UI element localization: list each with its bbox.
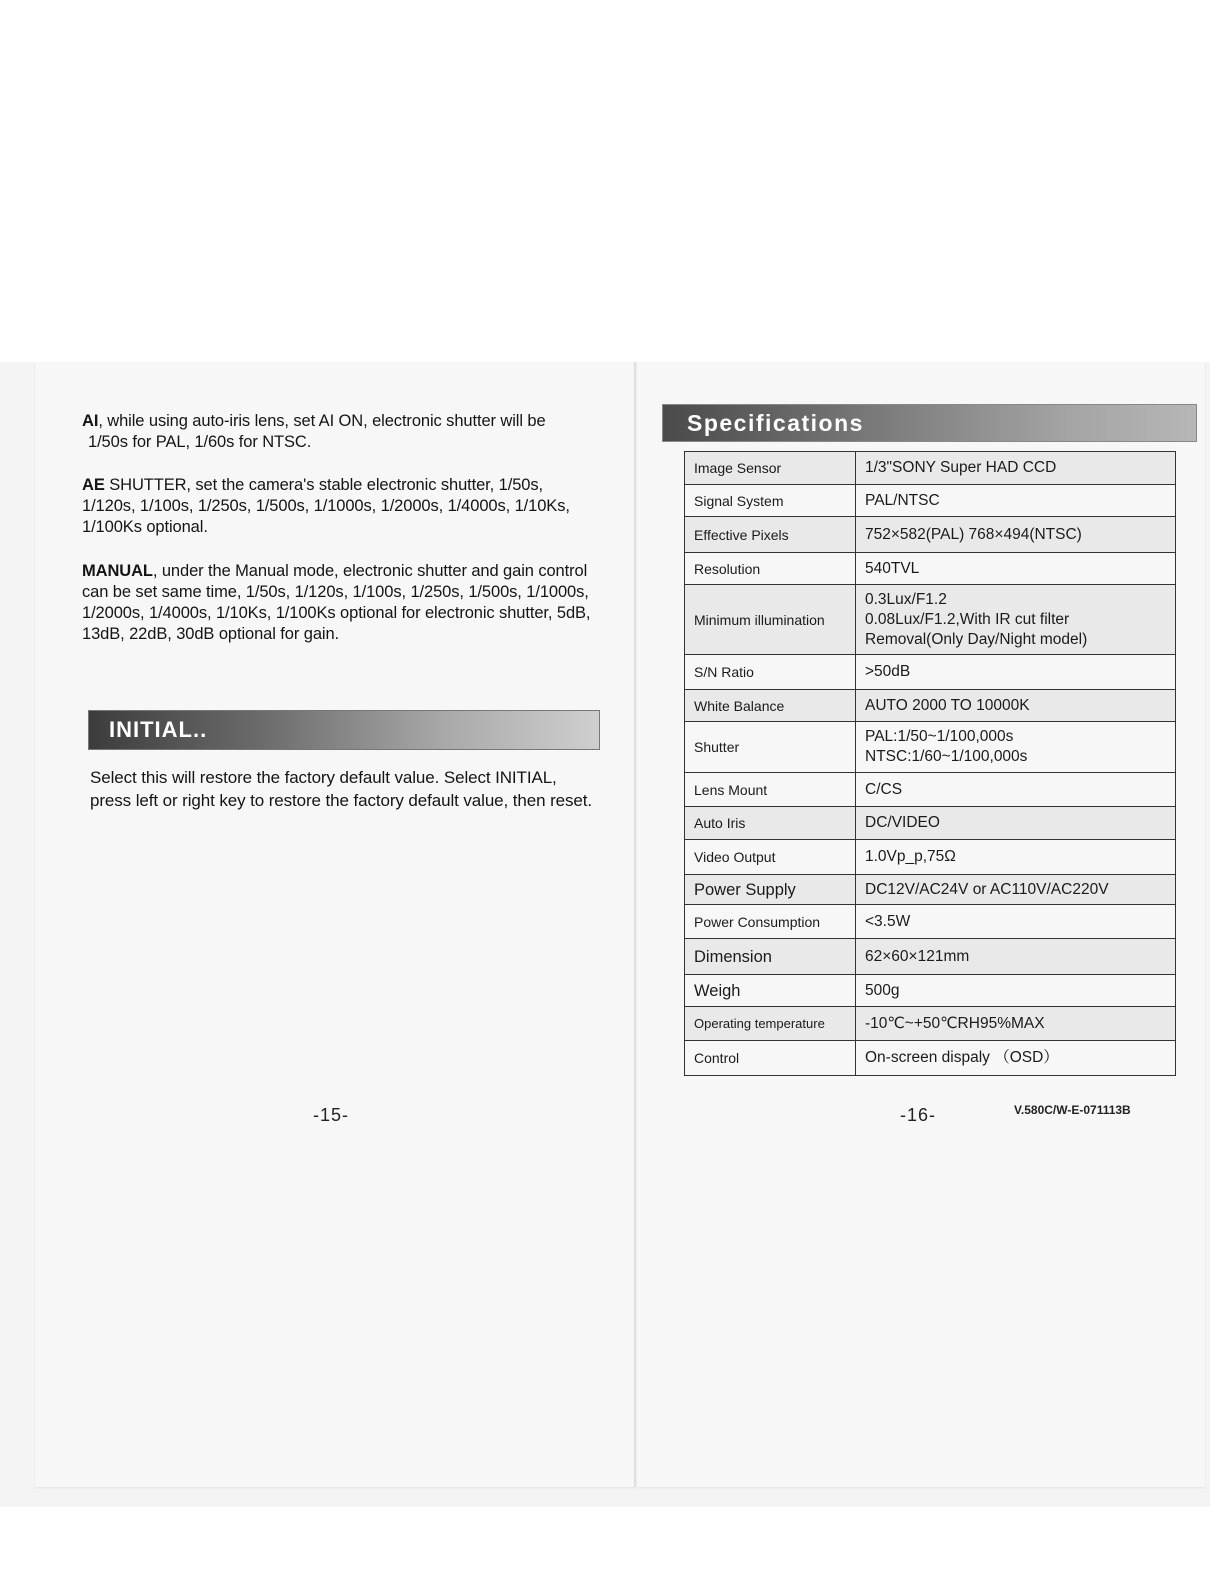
spec-value-line: Removal(Only Day/Night model) — [865, 630, 1088, 648]
spec-value-line: NTSC:1/60~1/100,000s — [865, 748, 1028, 765]
table-row — [685, 939, 1176, 975]
spec-key: Auto Iris — [685, 807, 856, 840]
page-number-15: -15- — [313, 1105, 350, 1125]
initial-text-line2: press left or right key to restore the factory default value, then reset. — [90, 791, 593, 810]
table-row — [685, 875, 1176, 905]
table-row — [685, 585, 1176, 655]
spec-key: Dimension — [685, 939, 856, 975]
table-row — [685, 517, 1176, 553]
spec-key: Resolution — [685, 553, 856, 585]
table-row — [685, 773, 1176, 807]
ai-text: , while using auto-iris lens, set AI ON, electronic shutter will be — [98, 412, 546, 430]
ai-term: AI — [82, 412, 99, 430]
ae-text-line2: 1/120s, 1/100s, 1/250s, 1/500s, 1/1000s, 1/2000s, 1/4000s, 1/10Ks, — [82, 497, 570, 515]
spec-value: AUTO 2000 TO 10000K — [856, 690, 1176, 722]
table-row — [685, 485, 1176, 517]
table-row — [685, 807, 1176, 840]
table-row — [685, 975, 1176, 1007]
spec-value: -10℃~+50℃RH95%MAX — [856, 1007, 1176, 1041]
spec-value: 752×582(PAL) 768×494(NTSC) — [856, 517, 1176, 553]
page-crease — [634, 362, 637, 1487]
initial-text-line1: Select this will restore the factory default value. Select INITIAL, — [90, 768, 557, 787]
table-row — [685, 1041, 1176, 1076]
table-row — [685, 1007, 1176, 1041]
table-row — [685, 722, 1176, 773]
spec-key: Signal System — [685, 485, 856, 517]
initial-paragraph — [90, 766, 592, 812]
table-row — [685, 655, 1176, 690]
ae-text: SHUTTER, set the camera's stable electronic shutter, 1/50s, — [104, 476, 543, 494]
spec-key: Image Sensor — [685, 452, 856, 485]
spec-value: <3.5W — [856, 905, 1176, 939]
initial-heading: INITIAL.. — [109, 717, 208, 742]
table-row — [685, 690, 1176, 722]
spec-value-line: PAL:1/50~1/100,000s — [865, 728, 1014, 745]
table-row — [685, 840, 1176, 875]
specifications-table — [684, 451, 1176, 1076]
spec-value: 500g — [856, 975, 1176, 1007]
table-row — [685, 905, 1176, 939]
ae-paragraph — [82, 475, 570, 538]
spec-value — [856, 722, 1176, 773]
spec-value: 62×60×121mm — [856, 939, 1176, 975]
manual-paragraph — [82, 561, 590, 645]
spec-key: Power Consumption — [685, 905, 856, 939]
spec-value: DC12V/AC24V or AC110V/AC220V — [856, 875, 1176, 905]
spec-key: Control — [685, 1041, 856, 1076]
spec-key: Video Output — [685, 840, 856, 875]
manual-text-line3: 1/2000s, 1/4000s, 1/10Ks, 1/100Ks optional for electronic shutter, 5dB, — [82, 604, 591, 622]
manual-term: MANUAL — [82, 562, 153, 580]
spec-value-line: 0.08Lux/F1.2,With IR cut filter — [865, 610, 1070, 628]
spec-key: S/N Ratio — [685, 655, 856, 690]
table-row — [685, 452, 1176, 485]
spec-value: On-screen dispaly （OSD） — [856, 1041, 1176, 1076]
ae-term: AE — [82, 476, 105, 494]
spec-value: DC/VIDEO — [856, 807, 1176, 840]
manual-text-line4: 13dB, 22dB, 30dB optional for gain. — [82, 625, 340, 643]
spec-key: Lens Mount — [685, 773, 856, 807]
ai-paragraph — [82, 411, 546, 453]
spec-key: White Balance — [685, 690, 856, 722]
spec-key: Effective Pixels — [685, 517, 856, 553]
manual-text: , under the Manual mode, electronic shutter and gain control — [152, 562, 588, 580]
version-code: V.580C/W-E-071113B — [1014, 1103, 1131, 1117]
spec-value: >50dB — [856, 655, 1176, 690]
spec-key: Minimum illumination — [685, 585, 856, 655]
ai-text-line2: 1/50s for PAL, 1/60s for NTSC. — [88, 433, 312, 451]
specifications-heading-bar — [662, 404, 1197, 442]
specifications-heading: Specifications — [687, 410, 864, 436]
spec-value: 1/3"SONY Super HAD CCD — [856, 452, 1176, 485]
spec-value — [856, 585, 1176, 655]
spec-value: C/CS — [856, 773, 1176, 807]
initial-heading-bar — [88, 710, 600, 750]
spec-key: Shutter — [685, 722, 856, 773]
spec-value: 540TVL — [856, 553, 1176, 585]
spec-key: Operating temperature — [685, 1007, 856, 1041]
spec-value: 1.0Vp_p,75Ω — [856, 840, 1176, 875]
manual-text-line2: can be set same time, 1/50s, 1/120s, 1/100s, 1/250s, 1/500s, 1/1000s, — [82, 583, 589, 601]
table-row — [685, 553, 1176, 585]
spec-key: Weigh — [685, 975, 856, 1007]
page-number-16: -16- — [900, 1105, 937, 1125]
spec-key: Power Supply — [685, 875, 856, 905]
spec-value-line: 0.3Lux/F1.2 — [865, 590, 947, 608]
ae-text-line3: 1/100Ks optional. — [82, 518, 208, 536]
spec-value: PAL/NTSC — [856, 485, 1176, 517]
